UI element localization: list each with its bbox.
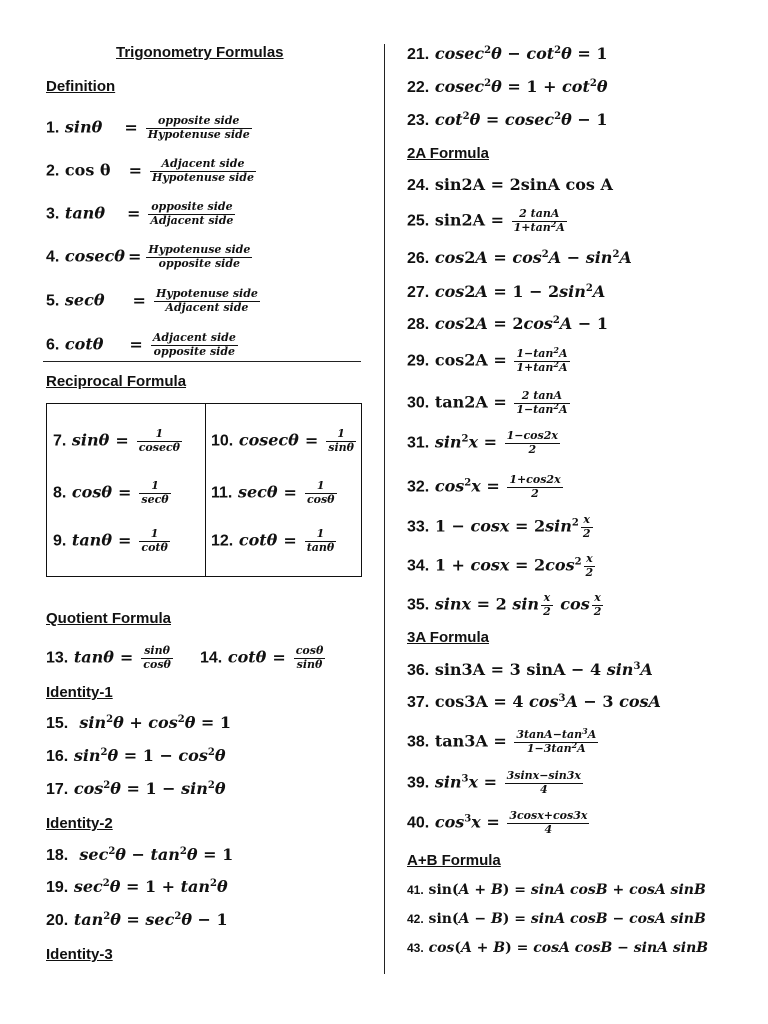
formula-18: 18. $\sec^2\theta - \tan^2\theta = 1$ bbox=[46, 845, 234, 864]
formula-38: 38. tan3A = $\frac{3\tan A-\tan^3A}{1-3\tan^2A}$ bbox=[407, 726, 597, 755]
formula-13: 13. tanθ = $\frac{\sin\theta}{\cos\theta}$ bbox=[46, 644, 171, 671]
formula-43: 43. cos(A + B) = cosA cosB − sinA sinB bbox=[407, 940, 709, 956]
formula-20: 20. $\tan^2\theta = \sec^2\theta - 1$ bbox=[46, 910, 228, 929]
formula-11: 11. secθ = $\frac{1}{\cos\theta}$ bbox=[211, 479, 335, 506]
section-quotient: Quotient Formula bbox=[46, 610, 171, 627]
formula-28: 28. $\cos 2A = 2\cos^2A - 1$ bbox=[407, 314, 608, 333]
section-definition: Definition bbox=[46, 78, 116, 95]
column-divider bbox=[384, 44, 385, 974]
formula-41: 41. sin(A + B) = sinA cosB + cosA sinB bbox=[407, 882, 706, 898]
reciprocal-table-divider bbox=[205, 404, 206, 576]
section-identity-2: Identity-2 bbox=[46, 815, 113, 832]
formula-32: 32. $\cos^2x$ = $\frac{1+\cos 2x}{2}$ bbox=[407, 473, 561, 500]
formula-24: 24. sin2A = 2sinA cos A bbox=[407, 175, 613, 194]
formula-30: 30. tan2A = $\frac{2 \tan A}{1-\tan^2A}$ bbox=[407, 389, 568, 416]
page-title: Trigonometry Formulas bbox=[116, 44, 284, 61]
formula-23: 23. $\cot^2\theta = cosec^2\theta - 1$ bbox=[407, 110, 608, 129]
formula-7: 7. sinθ = 1 cosecθ bbox=[53, 427, 180, 454]
reciprocal-table bbox=[46, 403, 362, 577]
formula-17: 17. $\cos^2\theta = 1 - \sin^2\theta$ bbox=[46, 779, 226, 798]
formula-15: 15. $\sin^2\theta + \cos^2\theta = 1$ bbox=[46, 713, 232, 732]
formula-33: 33. $1 - \cos x = 2\sin^2$ $\frac{x}{2}$ bbox=[407, 513, 591, 540]
section-reciprocal: Reciprocal Formula bbox=[46, 373, 187, 390]
formula-4: 4. cosecθ = Hypotenuse side opposite side bbox=[46, 243, 251, 270]
formula-37: 37. cos3A = 4 $\cos^3A - 3$ cosA bbox=[407, 692, 661, 711]
section-3a: 3A Formula bbox=[407, 629, 489, 646]
formula-16: 16. $\sin^2\theta = 1 - \cos^2\theta$ bbox=[46, 746, 226, 765]
formula-8: 8. cosθ = 1 secθ bbox=[53, 479, 169, 506]
formula-36: 36. sin3A = 3 sinA − 4 $\sin^3A$ bbox=[407, 660, 653, 679]
section-2a: 2A Formula bbox=[407, 145, 489, 162]
formula-14: 14. cotθ = $\frac{\cos\theta}{\sin\theta}$ bbox=[200, 644, 324, 671]
formula-6: 6. cotθ = Adjacent side opposite side bbox=[46, 331, 236, 358]
formula-39: 39. $\sin^3x$ = $\frac{3\sin x-\sin 3x}{4}$ bbox=[407, 769, 581, 796]
formula-35: 35. sinx = 2 sin $\frac{x}{2}$ cos $\frac{x}{2}$ bbox=[407, 591, 602, 618]
formula-25: 25. sin2A = $\frac{2 \tan A}{1+\tan^2A}$ bbox=[407, 207, 565, 234]
section-identity-3: Identity-3 bbox=[46, 946, 113, 963]
formula-21: 21. $cosec^2\theta - \cot^2\theta = 1$ bbox=[407, 44, 608, 63]
formula-10: 10. cosecθ = $\frac{1}{\sin\theta}$ bbox=[211, 427, 354, 454]
formula-29: 29. cos2A = $\frac{1-\tan^2A}{1+\tan^2A}$ bbox=[407, 345, 568, 374]
formula-5: 5. secθ = Hypotenuse side Adjacent side bbox=[46, 287, 258, 314]
formula-27: 27. $\cos 2A = 1 - 2\sin^2A$ bbox=[407, 282, 606, 301]
formula-26: 26. $\cos 2A = \cos^2A - \sin^2A$ bbox=[407, 248, 632, 267]
formula-1: 1. sinθ = opposite side Hypotenuse side bbox=[46, 114, 250, 141]
formula-40: 40. $\cos^3x$ = $\frac{3\cos x+\cos 3x}{4}$ bbox=[407, 809, 588, 836]
formula-22: 22. $cosec^2\theta = 1 + \cot^2\theta$ bbox=[407, 77, 608, 96]
formula-42: 42. sin(A − B) = sinA cosB − cosA sinB bbox=[407, 911, 706, 927]
formula-19: 19. $\sec^2\theta = 1 + \tan^2\theta$ bbox=[46, 877, 228, 896]
formula-3: 3. tanθ = opposite side Adjacent side bbox=[46, 200, 234, 227]
section-divider bbox=[43, 361, 361, 362]
formula-12: 12. cotθ = $\frac{1}{\tan\theta}$ bbox=[211, 527, 335, 554]
formula-31: 31. $\sin^2x$ = $\frac{1-\cos 2x}{2}$ bbox=[407, 429, 558, 456]
formula-9: 9. tanθ = $\frac{1}{\cot\theta}$ bbox=[53, 527, 168, 554]
formula-2: 2. cos θ = Adjacent side Hypotenuse side bbox=[46, 157, 254, 184]
section-a-plus-b: A+B Formula bbox=[407, 852, 501, 869]
formula-34: 34. $1 + \cos x = 2\cos^2$ $\frac{x}{2}$ bbox=[407, 552, 594, 579]
section-identity-1: Identity-1 bbox=[46, 684, 113, 701]
